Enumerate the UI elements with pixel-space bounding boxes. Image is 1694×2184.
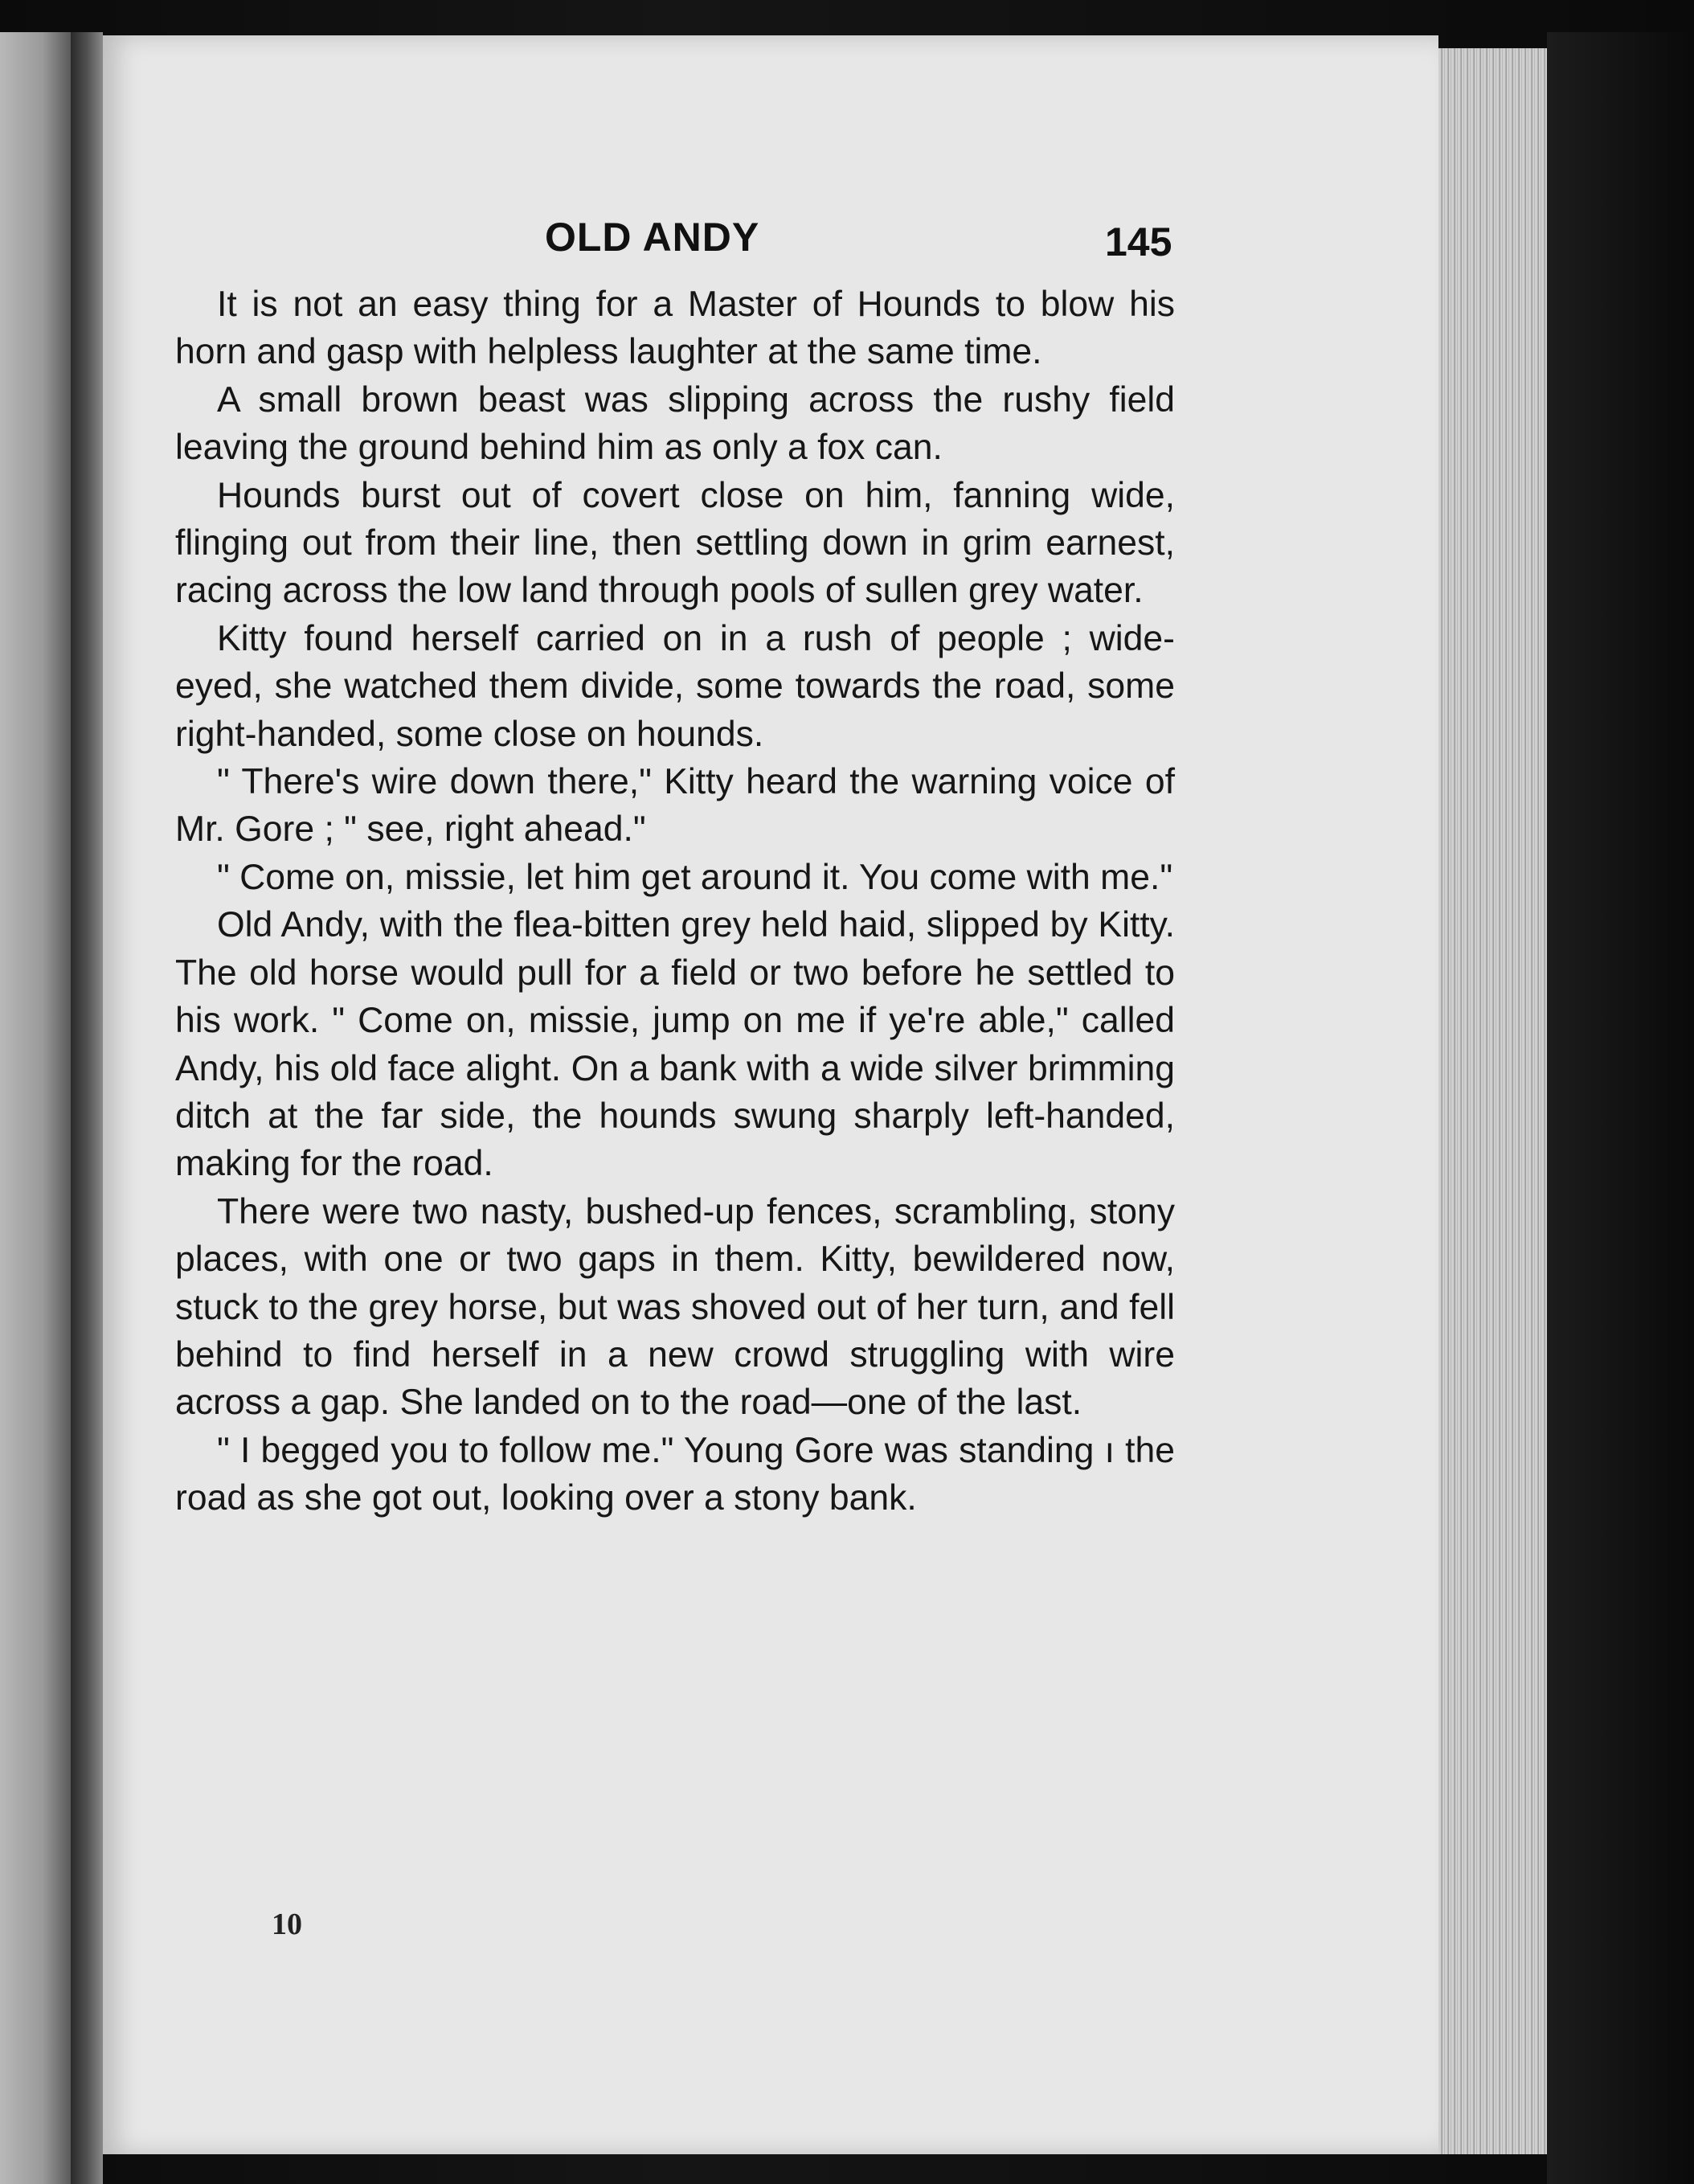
paragraph: " Come on, missie, let him get around it. You come with me." <box>217 857 1173 897</box>
body-text <box>175 281 1175 1522</box>
signature-mark: 10 <box>272 1907 302 1941</box>
right-shadow <box>1547 32 1694 2184</box>
paragraph: It is not an easy thing for a Master of Hounds to blow his horn and gasp with helpless laughter at the same time. <box>175 285 1175 372</box>
paragraph: " There's wire down there," Kitty heard the warning voice of Mr. Gore ; " see, right ahead." <box>175 762 1175 850</box>
paragraph: Hounds burst out of covert close on him, fanning wide, flinging out from their line, then settling down in grim earnest, racing across the low land through pools of sullen grey water. <box>175 475 1175 611</box>
running-head <box>103 214 1438 270</box>
book-page <box>103 35 1438 2154</box>
page-number: 145 <box>1105 219 1172 264</box>
paragraph: Old Andy, with the flea-bitten grey held haid, slipped by Kitty. The old horse would pull for a field or two before he settled to his work. " Come on, missie, jump on me if ye're able," called Andy, his old face alight. On a bank with a wide silver brimming ditch at the far side, the hounds swung sharply left-handed, making for the road. <box>175 905 1175 1184</box>
paragraph: There were two nasty, bushed-up fences, scrambling, stony places, with one or two gaps in them. Kitty, bewildered now, stuck to the grey horse, but was shoved out of her turn, and fell behind to find herself in a new crowd struggling with wire across a gap. She landed on to the road—one of the last. <box>175 1191 1175 1423</box>
paragraph: " I begged you to follow me." Young Gore was standing ı the road as she got out, looking over a stony bank. <box>175 1430 1175 1518</box>
page-stack-edges <box>1438 48 1547 2154</box>
book-gutter <box>71 32 103 2184</box>
left-facing-page-edge <box>0 32 71 2184</box>
paragraph: Kitty found herself carried on in a rush of people ; wide-eyed, she watched them divide, some towards the road, some right-handed, some close on hounds. <box>175 618 1175 754</box>
paragraph: A small brown beast was slipping across the rushy field leaving the ground behind him as only a fox can. <box>175 379 1175 468</box>
running-title: OLD ANDY <box>545 215 760 260</box>
